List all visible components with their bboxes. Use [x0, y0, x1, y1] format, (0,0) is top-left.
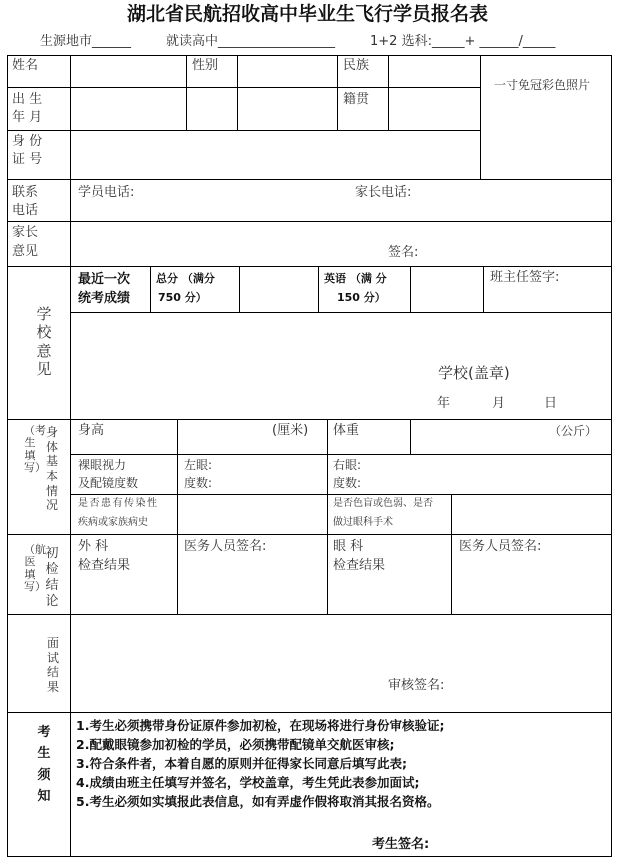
date-month-label: 月 — [492, 396, 506, 411]
exam-label-line1: 最近一次 — [78, 272, 131, 287]
contact-label-line2: 电话 — [12, 203, 39, 218]
colorblind-label-line1: 是否色盲或色弱、是否 — [333, 498, 433, 509]
eye-label-line1: 眼 科 — [333, 539, 364, 554]
physical-main-label: 身体基本情况 — [45, 425, 58, 513]
total-score-label-line2: 750 分） — [158, 291, 207, 304]
native-place-label: 籍贯 — [343, 92, 370, 107]
height-unit: (厘米) — [272, 423, 309, 438]
student-signature-label: 考生签名: — [372, 837, 430, 852]
gender-label: 性别 — [192, 58, 219, 73]
total-score-label-line1: 总分 （满分 — [156, 272, 215, 285]
birth-label-line2: 年 月 — [12, 110, 43, 125]
notice-item: 1.考生必须携带身份证原件参加初检，在现场将进行身份审核验证; — [76, 718, 445, 733]
exam-label-line2: 统考成绩 — [78, 291, 131, 306]
right-degree-label: 度数: — [333, 476, 362, 490]
student-phone-label: 学员电话: — [78, 185, 135, 200]
initial-check-sub-label: （航医填写） — [24, 543, 46, 593]
notice-item: 3.符合条件者，本着自愿的原则并征得家长同意后填写此表; — [76, 756, 407, 771]
notice-item: 4.成绩由班主任填写并签名，学校盖章，考生凭此表参加面试; — [76, 775, 420, 790]
ethnicity-label: 民族 — [343, 58, 370, 73]
date-year-label: 年 — [437, 396, 451, 411]
contact-label-line1: 联系 — [12, 185, 39, 200]
source-city-field[interactable]: 生源地市______ — [40, 34, 132, 49]
colorblind-label-line2: 做过眼科手术 — [333, 517, 393, 528]
vision-label-line1: 裸眼视力 — [78, 458, 127, 472]
surgery-label-line2: 检查结果 — [78, 558, 131, 573]
surgery-staff-sign-label: 医务人员签名: — [184, 539, 267, 554]
eye-label-line2: 检查结果 — [333, 558, 386, 573]
parent-opinion-line2: 意见 — [12, 244, 39, 259]
weight-label: 体重 — [333, 423, 360, 438]
left-eye-label: 左眼: — [184, 458, 213, 472]
school-stamp-label: 学校(盖章) — [438, 364, 510, 382]
surgery-label-line1: 外 科 — [78, 539, 109, 554]
initial-check-main-label: 初检结论 — [45, 546, 59, 609]
school-field[interactable]: 就读高中__________________ — [166, 34, 336, 49]
subjects-field[interactable]: 1+2 选科:_____+ ______/_____ — [370, 34, 556, 49]
review-signature-label: 审核签名: — [388, 678, 445, 693]
left-degree-label: 度数: — [184, 476, 213, 490]
form-title: 湖北省民航招收高中毕业生飞行学员报名表 — [127, 3, 489, 25]
english-score-label-line1: 英语 （满 分 — [324, 272, 387, 285]
notice-label: 考生须知 — [37, 725, 51, 805]
birth-label-line1: 出 生 — [12, 92, 43, 107]
id-label-line1: 身 份 — [12, 134, 43, 149]
name-label: 姓名 — [12, 58, 39, 73]
id-label-line2: 证 号 — [12, 152, 43, 167]
right-eye-label: 右眼: — [333, 458, 362, 472]
parent-opinion-line1: 家长 — [12, 225, 39, 240]
notice-item: 2.配戴眼镜参加初检的学员，必须携带配镜单交航医审核; — [76, 737, 395, 752]
interview-label: 面试结果 — [46, 636, 59, 694]
teacher-signature-label: 班主任签字: — [490, 270, 560, 285]
eye-staff-sign-label: 医务人员签名: — [459, 539, 542, 554]
notice-item: 5.考生必须如实填报此表信息，如有弄虚作假将取消其报名资格。 — [76, 794, 440, 809]
parent-signature-label: 签名: — [388, 245, 419, 260]
parent-phone-label: 家长电话: — [355, 185, 412, 200]
photo-placeholder: 一寸免冠彩色照片 — [494, 78, 591, 92]
weight-unit: （公斤） — [549, 424, 598, 438]
vision-label-line2: 及配镜度数 — [78, 476, 139, 490]
physical-sub-label: （考生填写） — [24, 424, 46, 474]
school-opinion-label: 学校意见 — [36, 305, 52, 378]
height-label: 身高 — [78, 423, 105, 438]
date-day-label: 日 — [544, 396, 558, 411]
infectious-label-line2: 疾病或家族病史 — [78, 517, 148, 528]
infectious-label-line1: 是否患有传染性 — [78, 498, 159, 509]
english-score-label-line2: 150 分） — [337, 291, 386, 304]
